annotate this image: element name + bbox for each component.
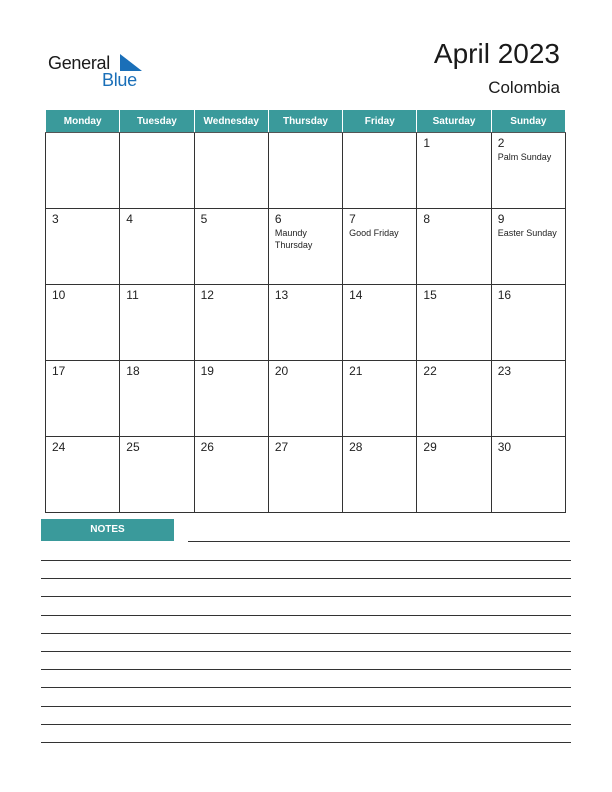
calendar-day-cell: [343, 361, 417, 437]
day-number: 2: [497, 136, 505, 150]
day-number: 30: [497, 440, 512, 454]
weekday-thursday: Thursday: [268, 110, 342, 133]
day-number: 11: [126, 288, 139, 302]
calendar-day-cell: [194, 361, 268, 437]
calendar-day-cell: [417, 361, 491, 437]
day-number: 27: [274, 440, 289, 454]
notes-line: [41, 615, 571, 616]
calendar-week-row: [46, 437, 566, 513]
notes-line: [41, 687, 571, 688]
holiday-label: Good Friday: [349, 228, 399, 238]
calendar-day-cell: [194, 285, 268, 361]
calendar-day-cell: [268, 361, 342, 437]
calendar-day-cell: [343, 437, 417, 513]
notes-line: [41, 651, 571, 652]
calendar-day-cell: [46, 361, 120, 437]
day-number: 20: [274, 364, 289, 378]
logo-text-general: General: [48, 53, 110, 73]
calendar-day-cell: [343, 209, 417, 285]
notes-line: [41, 578, 571, 579]
day-number: 26: [200, 440, 214, 454]
day-number: 17: [52, 364, 66, 378]
notes-line: [41, 742, 571, 743]
calendar-day-cell: [46, 209, 120, 285]
calendar-day-cell: [491, 133, 565, 209]
notes-line: [41, 706, 571, 707]
calendar-day-cell: [417, 285, 491, 361]
calendar-day-cell: [417, 437, 491, 513]
day-number: 29: [423, 440, 437, 454]
calendar-day-cell: [491, 285, 565, 361]
day-number: 18: [126, 364, 140, 378]
holiday-label: Maundy Thursday: [274, 228, 313, 250]
day-number: 4: [126, 212, 133, 226]
day-number: 22: [423, 364, 437, 378]
holiday-label: Easter Sunday: [497, 228, 557, 238]
notes-label: NOTES: [41, 519, 174, 541]
notes-line: [188, 541, 570, 542]
day-number: 24: [52, 440, 66, 454]
weekday-sunday: Sunday: [491, 110, 565, 133]
day-number: 9: [497, 212, 505, 226]
calendar-day-cell: [46, 437, 120, 513]
calendar-week-row: [46, 133, 566, 209]
calendar-day-cell: [194, 133, 268, 209]
weekday-saturday: Saturday: [417, 110, 491, 133]
holiday-label: Palm Sunday: [497, 152, 552, 162]
calendar-day-cell: [417, 209, 491, 285]
day-number: 15: [423, 288, 437, 302]
notes-line: [41, 596, 571, 597]
calendar-day-cell: [343, 133, 417, 209]
day-number: 1: [423, 136, 431, 150]
weekday-monday: Monday: [46, 110, 120, 133]
calendar-day-cell: [491, 437, 565, 513]
notes-line: [41, 633, 571, 634]
day-number: 23: [497, 364, 512, 378]
day-number: 19: [200, 364, 214, 378]
calendar-body: [46, 133, 566, 513]
day-number: 21: [349, 364, 363, 378]
calendar-day-cell: [46, 285, 120, 361]
country-label: Colombia: [488, 78, 560, 97]
calendar-day-cell: [491, 361, 565, 437]
weekday-wednesday: Wednesday: [194, 110, 268, 133]
calendar-day-cell: [343, 285, 417, 361]
day-number: 6: [274, 212, 282, 226]
calendar-day-cell: [268, 133, 342, 209]
day-number: 25: [126, 440, 140, 454]
day-number: 8: [423, 212, 431, 226]
calendar-grid: [45, 109, 566, 513]
calendar-day-cell: [268, 285, 342, 361]
calendar-day-cell: [120, 285, 194, 361]
calendar-day-cell: [120, 133, 194, 209]
calendar-day-cell: [268, 209, 342, 285]
day-number: 16: [497, 288, 512, 302]
notes-line: [41, 724, 571, 725]
logo-flag-icon: [120, 54, 142, 71]
calendar-day-cell: [120, 209, 194, 285]
day-number: 7: [349, 212, 356, 226]
day-number: 5: [200, 212, 208, 226]
calendar-day-cell: [120, 361, 194, 437]
notes-line: [41, 560, 571, 561]
calendar-day-cell: [46, 133, 120, 209]
day-number: 3: [52, 212, 59, 226]
calendar-day-cell: [194, 437, 268, 513]
calendar-day-cell: [120, 437, 194, 513]
calendar-week-row: [46, 361, 566, 437]
weekday-friday: Friday: [343, 110, 417, 133]
calendar-day-cell: [491, 209, 565, 285]
page-title: April 2023: [433, 38, 560, 69]
weekday-header-row: [46, 110, 566, 133]
day-number: 28: [349, 440, 363, 454]
day-number: 10: [52, 288, 66, 302]
logo-text-blue: Blue: [102, 70, 137, 90]
logo: [48, 53, 148, 93]
day-number: 14: [349, 288, 363, 302]
calendar-day-cell: [268, 437, 342, 513]
calendar-week-row: [46, 209, 566, 285]
weekday-tuesday: Tuesday: [120, 110, 194, 133]
calendar-week-row: [46, 285, 566, 361]
notes-line: [41, 669, 571, 670]
calendar-day-cell: [417, 133, 491, 209]
calendar-day-cell: [194, 209, 268, 285]
day-number: 12: [200, 288, 214, 302]
day-number: 13: [274, 288, 289, 302]
